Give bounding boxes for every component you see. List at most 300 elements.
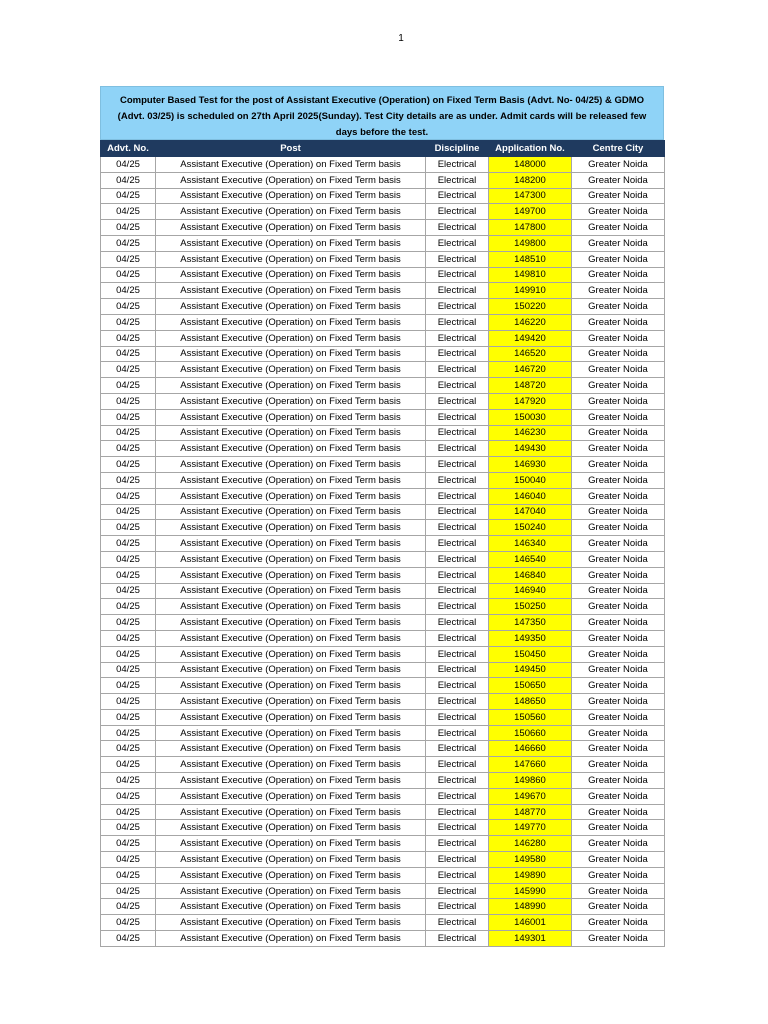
- cell-application-no: 146940: [489, 583, 572, 599]
- cell-post: Assistant Executive (Operation) on Fixed Term basis: [156, 504, 426, 520]
- cell-discipline: Electrical: [426, 836, 489, 852]
- cell-post: Assistant Executive (Operation) on Fixed Term basis: [156, 220, 426, 236]
- table-row: [101, 709, 665, 725]
- table-row: [101, 283, 665, 299]
- cell-discipline: Electrical: [426, 804, 489, 820]
- table-row: [101, 378, 665, 394]
- cell-advt-no: 04/25: [101, 204, 156, 220]
- cell-discipline: Electrical: [426, 157, 489, 173]
- cell-advt-no: 04/25: [101, 836, 156, 852]
- table-row: [101, 330, 665, 346]
- table-row: [101, 314, 665, 330]
- table-row: [101, 630, 665, 646]
- cell-advt-no: 04/25: [101, 804, 156, 820]
- cell-advt-no: 04/25: [101, 788, 156, 804]
- cell-centre-city: Greater Noida: [572, 362, 665, 378]
- cell-post: Assistant Executive (Operation) on Fixed Term basis: [156, 362, 426, 378]
- cell-discipline: Electrical: [426, 314, 489, 330]
- cell-centre-city: Greater Noida: [572, 409, 665, 425]
- cell-centre-city: Greater Noida: [572, 741, 665, 757]
- cell-application-no: 150450: [489, 646, 572, 662]
- cell-post: Assistant Executive (Operation) on Fixed Term basis: [156, 567, 426, 583]
- table-row: [101, 157, 665, 173]
- cell-application-no: 146720: [489, 362, 572, 378]
- table-row: [101, 662, 665, 678]
- cell-discipline: Electrical: [426, 820, 489, 836]
- cell-discipline: Electrical: [426, 883, 489, 899]
- header-row: [101, 141, 665, 157]
- cell-post: Assistant Executive (Operation) on Fixed Term basis: [156, 393, 426, 409]
- cell-discipline: Electrical: [426, 678, 489, 694]
- cell-advt-no: 04/25: [101, 188, 156, 204]
- cell-advt-no: 04/25: [101, 867, 156, 883]
- cell-application-no: 149580: [489, 852, 572, 868]
- cell-application-no: 147040: [489, 504, 572, 520]
- cell-application-no: 149670: [489, 788, 572, 804]
- table-row: [101, 725, 665, 741]
- cell-advt-no: 04/25: [101, 314, 156, 330]
- cell-post: Assistant Executive (Operation) on Fixed Term basis: [156, 694, 426, 710]
- schedule-sheet: [100, 86, 664, 947]
- table-row: [101, 678, 665, 694]
- cell-discipline: Electrical: [426, 457, 489, 473]
- table-row: [101, 867, 665, 883]
- cell-advt-no: 04/25: [101, 899, 156, 915]
- cell-discipline: Electrical: [426, 630, 489, 646]
- cell-post: Assistant Executive (Operation) on Fixed Term basis: [156, 283, 426, 299]
- cell-post: Assistant Executive (Operation) on Fixed Term basis: [156, 536, 426, 552]
- table-row: [101, 694, 665, 710]
- cell-advt-no: 04/25: [101, 362, 156, 378]
- cell-discipline: Electrical: [426, 773, 489, 789]
- header-centre-city: Centre City: [572, 141, 665, 157]
- cell-centre-city: Greater Noida: [572, 899, 665, 915]
- table-row: [101, 915, 665, 931]
- cell-centre-city: Greater Noida: [572, 536, 665, 552]
- cell-application-no: 149420: [489, 330, 572, 346]
- table-row: [101, 852, 665, 868]
- table-row: [101, 741, 665, 757]
- cell-discipline: Electrical: [426, 615, 489, 631]
- cell-advt-no: 04/25: [101, 678, 156, 694]
- cell-application-no: 148770: [489, 804, 572, 820]
- table-row: [101, 204, 665, 220]
- cell-discipline: Electrical: [426, 915, 489, 931]
- cell-discipline: Electrical: [426, 172, 489, 188]
- cell-advt-no: 04/25: [101, 251, 156, 267]
- cell-post: Assistant Executive (Operation) on Fixed Term basis: [156, 583, 426, 599]
- cell-centre-city: Greater Noida: [572, 725, 665, 741]
- cell-discipline: Electrical: [426, 220, 489, 236]
- cell-advt-no: 04/25: [101, 773, 156, 789]
- cell-centre-city: Greater Noida: [572, 773, 665, 789]
- cell-advt-no: 04/25: [101, 741, 156, 757]
- cell-application-no: 146280: [489, 836, 572, 852]
- table-row: [101, 551, 665, 567]
- cell-advt-no: 04/25: [101, 599, 156, 615]
- cell-advt-no: 04/25: [101, 694, 156, 710]
- cell-advt-no: 04/25: [101, 299, 156, 315]
- cell-discipline: Electrical: [426, 662, 489, 678]
- cell-application-no: 149910: [489, 283, 572, 299]
- cell-application-no: 150220: [489, 299, 572, 315]
- cell-post: Assistant Executive (Operation) on Fixed Term basis: [156, 757, 426, 773]
- cell-centre-city: Greater Noida: [572, 251, 665, 267]
- cell-post: Assistant Executive (Operation) on Fixed Term basis: [156, 741, 426, 757]
- cell-advt-no: 04/25: [101, 409, 156, 425]
- cell-discipline: Electrical: [426, 504, 489, 520]
- cell-discipline: Electrical: [426, 520, 489, 536]
- table-row: [101, 267, 665, 283]
- cell-advt-no: 04/25: [101, 220, 156, 236]
- table-row: [101, 472, 665, 488]
- cell-application-no: 147660: [489, 757, 572, 773]
- cell-advt-no: 04/25: [101, 157, 156, 173]
- cell-post: Assistant Executive (Operation) on Fixed Term basis: [156, 867, 426, 883]
- cell-post: Assistant Executive (Operation) on Fixed Term basis: [156, 788, 426, 804]
- cell-centre-city: Greater Noida: [572, 330, 665, 346]
- cell-application-no: 148650: [489, 694, 572, 710]
- cell-advt-no: 04/25: [101, 852, 156, 868]
- cell-post: Assistant Executive (Operation) on Fixed Term basis: [156, 520, 426, 536]
- cell-advt-no: 04/25: [101, 283, 156, 299]
- cell-advt-no: 04/25: [101, 567, 156, 583]
- cell-discipline: Electrical: [426, 235, 489, 251]
- cell-post: Assistant Executive (Operation) on Fixed Term basis: [156, 899, 426, 915]
- cell-discipline: Electrical: [426, 299, 489, 315]
- cell-centre-city: Greater Noida: [572, 931, 665, 947]
- cell-centre-city: Greater Noida: [572, 235, 665, 251]
- cell-discipline: Electrical: [426, 204, 489, 220]
- cell-centre-city: Greater Noida: [572, 393, 665, 409]
- cell-application-no: 150560: [489, 709, 572, 725]
- cell-application-no: 149890: [489, 867, 572, 883]
- cell-post: Assistant Executive (Operation) on Fixed Term basis: [156, 251, 426, 267]
- cell-centre-city: Greater Noida: [572, 457, 665, 473]
- cell-centre-city: Greater Noida: [572, 441, 665, 457]
- cell-centre-city: Greater Noida: [572, 646, 665, 662]
- cell-post: Assistant Executive (Operation) on Fixed Term basis: [156, 267, 426, 283]
- cell-application-no: 146001: [489, 915, 572, 931]
- cell-post: Assistant Executive (Operation) on Fixed Term basis: [156, 725, 426, 741]
- cell-application-no: 149700: [489, 204, 572, 220]
- cell-application-no: 150660: [489, 725, 572, 741]
- application-table: [100, 140, 665, 947]
- page-number: 1: [398, 33, 404, 44]
- cell-discipline: Electrical: [426, 852, 489, 868]
- table-row: [101, 457, 665, 473]
- table-row: [101, 899, 665, 915]
- cell-post: Assistant Executive (Operation) on Fixed Term basis: [156, 441, 426, 457]
- table-row: [101, 583, 665, 599]
- notice-banner: Computer Based Test for the post of Assistant Executive (Operation) on Fixed Term Basis (Advt. No- 04/25) & GDMO (Advt. 03/25) is scheduled on 27th April 2025(Sunday). Test City details are as under. Admit cards will be released few days before the test.: [100, 86, 664, 140]
- cell-discipline: Electrical: [426, 346, 489, 362]
- cell-advt-no: 04/25: [101, 757, 156, 773]
- cell-application-no: 145990: [489, 883, 572, 899]
- cell-application-no: 146220: [489, 314, 572, 330]
- cell-post: Assistant Executive (Operation) on Fixed Term basis: [156, 314, 426, 330]
- cell-discipline: Electrical: [426, 188, 489, 204]
- cell-application-no: 149770: [489, 820, 572, 836]
- cell-application-no: 147350: [489, 615, 572, 631]
- cell-application-no: 146340: [489, 536, 572, 552]
- cell-centre-city: Greater Noida: [572, 504, 665, 520]
- cell-centre-city: Greater Noida: [572, 567, 665, 583]
- cell-advt-no: 04/25: [101, 883, 156, 899]
- table-row: [101, 346, 665, 362]
- cell-discipline: Electrical: [426, 757, 489, 773]
- table-row: [101, 567, 665, 583]
- cell-discipline: Electrical: [426, 251, 489, 267]
- cell-advt-no: 04/25: [101, 709, 156, 725]
- cell-discipline: Electrical: [426, 472, 489, 488]
- cell-discipline: Electrical: [426, 267, 489, 283]
- cell-advt-no: 04/25: [101, 472, 156, 488]
- cell-centre-city: Greater Noida: [572, 709, 665, 725]
- cell-post: Assistant Executive (Operation) on Fixed Term basis: [156, 615, 426, 631]
- cell-advt-no: 04/25: [101, 393, 156, 409]
- cell-advt-no: 04/25: [101, 330, 156, 346]
- cell-application-no: 148990: [489, 899, 572, 915]
- table-row: [101, 220, 665, 236]
- cell-discipline: Electrical: [426, 283, 489, 299]
- cell-advt-no: 04/25: [101, 346, 156, 362]
- cell-post: Assistant Executive (Operation) on Fixed Term basis: [156, 472, 426, 488]
- cell-advt-no: 04/25: [101, 425, 156, 441]
- cell-centre-city: Greater Noida: [572, 852, 665, 868]
- table-row: [101, 488, 665, 504]
- cell-centre-city: Greater Noida: [572, 346, 665, 362]
- cell-application-no: 148000: [489, 157, 572, 173]
- table-row: [101, 520, 665, 536]
- table-row: [101, 599, 665, 615]
- cell-post: Assistant Executive (Operation) on Fixed Term basis: [156, 836, 426, 852]
- cell-post: Assistant Executive (Operation) on Fixed Term basis: [156, 646, 426, 662]
- cell-application-no: 150250: [489, 599, 572, 615]
- cell-post: Assistant Executive (Operation) on Fixed Term basis: [156, 457, 426, 473]
- table-row: [101, 235, 665, 251]
- cell-application-no: 150650: [489, 678, 572, 694]
- cell-application-no: 149301: [489, 931, 572, 947]
- cell-application-no: 149350: [489, 630, 572, 646]
- cell-post: Assistant Executive (Operation) on Fixed Term basis: [156, 630, 426, 646]
- cell-post: Assistant Executive (Operation) on Fixed Term basis: [156, 330, 426, 346]
- cell-advt-no: 04/25: [101, 615, 156, 631]
- table-row: [101, 299, 665, 315]
- cell-discipline: Electrical: [426, 709, 489, 725]
- cell-post: Assistant Executive (Operation) on Fixed Term basis: [156, 773, 426, 789]
- cell-application-no: 146230: [489, 425, 572, 441]
- cell-application-no: 150040: [489, 472, 572, 488]
- cell-centre-city: Greater Noida: [572, 599, 665, 615]
- cell-application-no: 148720: [489, 378, 572, 394]
- cell-discipline: Electrical: [426, 931, 489, 947]
- cell-post: Assistant Executive (Operation) on Fixed Term basis: [156, 931, 426, 947]
- cell-post: Assistant Executive (Operation) on Fixed Term basis: [156, 709, 426, 725]
- cell-post: Assistant Executive (Operation) on Fixed Term basis: [156, 188, 426, 204]
- cell-application-no: 147920: [489, 393, 572, 409]
- cell-application-no: 146660: [489, 741, 572, 757]
- cell-centre-city: Greater Noida: [572, 472, 665, 488]
- cell-post: Assistant Executive (Operation) on Fixed Term basis: [156, 235, 426, 251]
- table-row: [101, 393, 665, 409]
- table-header: [101, 141, 665, 157]
- cell-application-no: 149430: [489, 441, 572, 457]
- cell-post: Assistant Executive (Operation) on Fixed Term basis: [156, 883, 426, 899]
- cell-centre-city: Greater Noida: [572, 788, 665, 804]
- table-row: [101, 773, 665, 789]
- cell-post: Assistant Executive (Operation) on Fixed Term basis: [156, 299, 426, 315]
- cell-discipline: Electrical: [426, 567, 489, 583]
- header-post: Post: [156, 141, 426, 157]
- cell-post: Assistant Executive (Operation) on Fixed Term basis: [156, 551, 426, 567]
- table-row: [101, 536, 665, 552]
- cell-centre-city: Greater Noida: [572, 757, 665, 773]
- cell-discipline: Electrical: [426, 425, 489, 441]
- cell-centre-city: Greater Noida: [572, 804, 665, 820]
- cell-post: Assistant Executive (Operation) on Fixed Term basis: [156, 157, 426, 173]
- cell-centre-city: Greater Noida: [572, 188, 665, 204]
- cell-centre-city: Greater Noida: [572, 630, 665, 646]
- cell-discipline: Electrical: [426, 599, 489, 615]
- cell-discipline: Electrical: [426, 378, 489, 394]
- cell-post: Assistant Executive (Operation) on Fixed Term basis: [156, 804, 426, 820]
- table-row: [101, 425, 665, 441]
- cell-post: Assistant Executive (Operation) on Fixed Term basis: [156, 172, 426, 188]
- cell-centre-city: Greater Noida: [572, 204, 665, 220]
- cell-centre-city: Greater Noida: [572, 520, 665, 536]
- cell-advt-no: 04/25: [101, 235, 156, 251]
- table-row: [101, 804, 665, 820]
- table-row: [101, 646, 665, 662]
- cell-post: Assistant Executive (Operation) on Fixed Term basis: [156, 852, 426, 868]
- cell-discipline: Electrical: [426, 551, 489, 567]
- cell-post: Assistant Executive (Operation) on Fixed Term basis: [156, 425, 426, 441]
- table-row: [101, 836, 665, 852]
- cell-centre-city: Greater Noida: [572, 172, 665, 188]
- cell-application-no: 148510: [489, 251, 572, 267]
- header-application-no: Application No.: [489, 141, 572, 157]
- cell-advt-no: 04/25: [101, 504, 156, 520]
- header-advt-no: Advt. No.: [101, 141, 156, 157]
- cell-advt-no: 04/25: [101, 267, 156, 283]
- cell-post: Assistant Executive (Operation) on Fixed Term basis: [156, 346, 426, 362]
- table-row: [101, 883, 665, 899]
- table-row: [101, 615, 665, 631]
- cell-application-no: 147800: [489, 220, 572, 236]
- cell-discipline: Electrical: [426, 899, 489, 915]
- table-row: [101, 362, 665, 378]
- cell-discipline: Electrical: [426, 330, 489, 346]
- table-row: [101, 757, 665, 773]
- cell-centre-city: Greater Noida: [572, 662, 665, 678]
- header-discipline: Discipline: [426, 141, 489, 157]
- cell-post: Assistant Executive (Operation) on Fixed Term basis: [156, 409, 426, 425]
- cell-advt-no: 04/25: [101, 378, 156, 394]
- table-row: [101, 172, 665, 188]
- cell-discipline: Electrical: [426, 362, 489, 378]
- cell-discipline: Electrical: [426, 646, 489, 662]
- cell-centre-city: Greater Noida: [572, 314, 665, 330]
- cell-centre-city: Greater Noida: [572, 836, 665, 852]
- cell-centre-city: Greater Noida: [572, 283, 665, 299]
- cell-post: Assistant Executive (Operation) on Fixed Term basis: [156, 378, 426, 394]
- cell-advt-no: 04/25: [101, 441, 156, 457]
- cell-centre-city: Greater Noida: [572, 488, 665, 504]
- cell-centre-city: Greater Noida: [572, 551, 665, 567]
- cell-application-no: 149810: [489, 267, 572, 283]
- cell-centre-city: Greater Noida: [572, 299, 665, 315]
- cell-post: Assistant Executive (Operation) on Fixed Term basis: [156, 820, 426, 836]
- cell-advt-no: 04/25: [101, 931, 156, 947]
- cell-advt-no: 04/25: [101, 172, 156, 188]
- cell-centre-city: Greater Noida: [572, 267, 665, 283]
- cell-application-no: 146040: [489, 488, 572, 504]
- table-row: [101, 504, 665, 520]
- cell-application-no: 146540: [489, 551, 572, 567]
- cell-discipline: Electrical: [426, 725, 489, 741]
- cell-centre-city: Greater Noida: [572, 220, 665, 236]
- table-body: [101, 157, 665, 947]
- cell-post: Assistant Executive (Operation) on Fixed Term basis: [156, 678, 426, 694]
- table-row: [101, 409, 665, 425]
- cell-advt-no: 04/25: [101, 488, 156, 504]
- table-row: [101, 788, 665, 804]
- table-row: [101, 188, 665, 204]
- cell-centre-city: Greater Noida: [572, 583, 665, 599]
- cell-post: Assistant Executive (Operation) on Fixed Term basis: [156, 599, 426, 615]
- cell-advt-no: 04/25: [101, 536, 156, 552]
- cell-centre-city: Greater Noida: [572, 694, 665, 710]
- cell-discipline: Electrical: [426, 694, 489, 710]
- cell-application-no: 149860: [489, 773, 572, 789]
- cell-post: Assistant Executive (Operation) on Fixed Term basis: [156, 488, 426, 504]
- cell-application-no: 147300: [489, 188, 572, 204]
- cell-advt-no: 04/25: [101, 520, 156, 536]
- cell-application-no: 146930: [489, 457, 572, 473]
- cell-centre-city: Greater Noida: [572, 157, 665, 173]
- table-row: [101, 931, 665, 947]
- cell-centre-city: Greater Noida: [572, 883, 665, 899]
- cell-centre-city: Greater Noida: [572, 378, 665, 394]
- cell-advt-no: 04/25: [101, 820, 156, 836]
- cell-discipline: Electrical: [426, 536, 489, 552]
- cell-discipline: Electrical: [426, 741, 489, 757]
- cell-discipline: Electrical: [426, 488, 489, 504]
- cell-advt-no: 04/25: [101, 646, 156, 662]
- cell-advt-no: 04/25: [101, 662, 156, 678]
- table-row: [101, 251, 665, 267]
- cell-post: Assistant Executive (Operation) on Fixed Term basis: [156, 915, 426, 931]
- cell-advt-no: 04/25: [101, 915, 156, 931]
- cell-discipline: Electrical: [426, 393, 489, 409]
- cell-application-no: 148200: [489, 172, 572, 188]
- cell-advt-no: 04/25: [101, 551, 156, 567]
- cell-discipline: Electrical: [426, 583, 489, 599]
- cell-advt-no: 04/25: [101, 725, 156, 741]
- cell-advt-no: 04/25: [101, 630, 156, 646]
- cell-centre-city: Greater Noida: [572, 678, 665, 694]
- table-row: [101, 820, 665, 836]
- cell-centre-city: Greater Noida: [572, 615, 665, 631]
- cell-application-no: 150030: [489, 409, 572, 425]
- table-row: [101, 441, 665, 457]
- cell-centre-city: Greater Noida: [572, 820, 665, 836]
- cell-post: Assistant Executive (Operation) on Fixed Term basis: [156, 204, 426, 220]
- cell-advt-no: 04/25: [101, 583, 156, 599]
- cell-application-no: 150240: [489, 520, 572, 536]
- cell-discipline: Electrical: [426, 441, 489, 457]
